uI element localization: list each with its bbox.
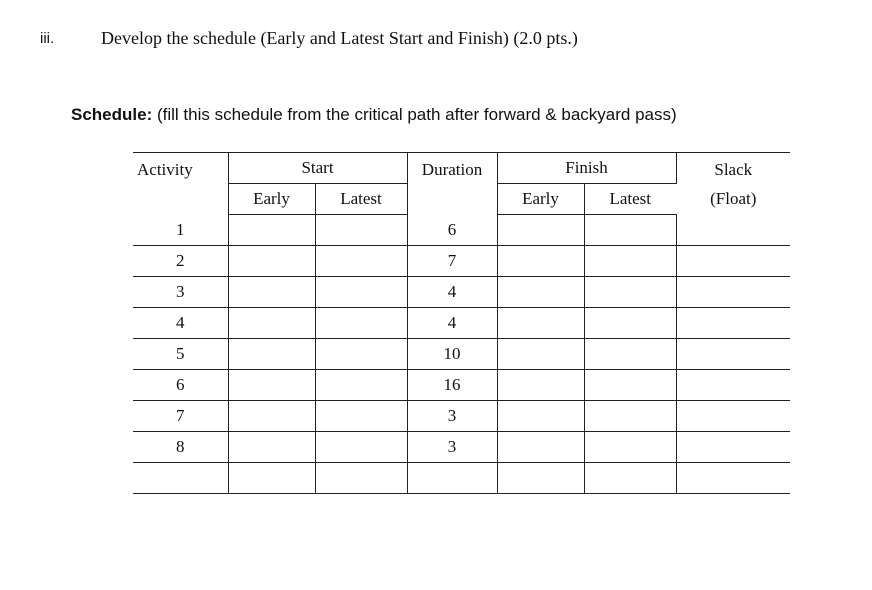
- table-row: [133, 370, 790, 401]
- start-early-cell[interactable]: [228, 401, 315, 432]
- duration-cell: 16: [407, 370, 497, 401]
- header-start-early: Early: [228, 184, 315, 215]
- slack-cell[interactable]: [676, 401, 790, 432]
- start-latest-cell[interactable]: [315, 432, 407, 463]
- schedule-instruction: [71, 105, 677, 125]
- schedule-instruction-text: (fill this schedule from the critical path after forward & backyard pass): [156, 105, 677, 124]
- table-row: [133, 277, 790, 308]
- finish-latest-cell[interactable]: [584, 339, 676, 370]
- header-duration-label: Duration: [421, 160, 483, 179]
- start-early-cell[interactable]: [228, 370, 315, 401]
- finish-latest-cell[interactable]: [584, 463, 676, 494]
- header-slack: [676, 153, 790, 215]
- finish-early-cell[interactable]: [497, 432, 584, 463]
- start-early-cell[interactable]: [228, 463, 315, 494]
- header-activity-label: Activity: [137, 160, 193, 179]
- duration-cell: 3: [407, 432, 497, 463]
- activity-cell: 3: [133, 277, 228, 308]
- slack-cell[interactable]: [676, 246, 790, 277]
- activity-cell: 4: [133, 308, 228, 339]
- header-slack-line1: Slack: [714, 160, 753, 179]
- finish-latest-cell[interactable]: [584, 432, 676, 463]
- duration-cell: 4: [407, 277, 497, 308]
- finish-latest-cell[interactable]: [584, 308, 676, 339]
- duration-cell: 7: [407, 246, 497, 277]
- table-row: [133, 308, 790, 339]
- finish-early-cell[interactable]: [497, 246, 584, 277]
- activity-cell: 8: [133, 432, 228, 463]
- table-row: [133, 401, 790, 432]
- table-row: [133, 215, 790, 246]
- finish-latest-cell[interactable]: [584, 370, 676, 401]
- activity-cell: 6: [133, 370, 228, 401]
- table-row: [133, 339, 790, 370]
- finish-latest-cell[interactable]: [584, 215, 676, 246]
- schedule-label: Schedule:: [71, 105, 153, 124]
- duration-cell: 6: [407, 215, 497, 246]
- slack-cell[interactable]: [676, 277, 790, 308]
- header-finish-latest: Latest: [584, 184, 676, 215]
- duration-cell: 4: [407, 308, 497, 339]
- slack-cell[interactable]: [676, 308, 790, 339]
- start-early-cell[interactable]: [228, 308, 315, 339]
- activity-cell: 2: [133, 246, 228, 277]
- start-latest-cell[interactable]: [315, 401, 407, 432]
- duration-cell: 10: [407, 339, 497, 370]
- finish-latest-cell[interactable]: [584, 401, 676, 432]
- slack-cell[interactable]: [676, 432, 790, 463]
- duration-cell: [407, 463, 497, 494]
- activity-cell: 7: [133, 401, 228, 432]
- header-finish-early: Early: [497, 184, 584, 215]
- start-latest-cell[interactable]: [315, 463, 407, 494]
- slack-cell[interactable]: [676, 463, 790, 494]
- start-early-cell[interactable]: [228, 277, 315, 308]
- finish-early-cell[interactable]: [497, 463, 584, 494]
- question-number: iii.: [40, 30, 55, 47]
- slack-cell[interactable]: [676, 215, 790, 246]
- slack-cell[interactable]: [676, 370, 790, 401]
- start-latest-cell[interactable]: [315, 277, 407, 308]
- start-latest-cell[interactable]: [315, 246, 407, 277]
- start-early-cell[interactable]: [228, 339, 315, 370]
- activity-cell: 1: [133, 215, 228, 246]
- finish-early-cell[interactable]: [497, 401, 584, 432]
- header-activity: [133, 153, 228, 215]
- table-row: [133, 246, 790, 277]
- finish-latest-cell[interactable]: [584, 246, 676, 277]
- duration-cell: 3: [407, 401, 497, 432]
- finish-early-cell[interactable]: [497, 339, 584, 370]
- header-finish: Finish: [497, 153, 676, 184]
- finish-early-cell[interactable]: [497, 308, 584, 339]
- table-row: [133, 463, 790, 494]
- finish-early-cell[interactable]: [497, 277, 584, 308]
- header-duration: [407, 153, 497, 215]
- header-start: Start: [228, 153, 407, 184]
- start-early-cell[interactable]: [228, 246, 315, 277]
- activity-cell: [133, 463, 228, 494]
- schedule-table: [133, 152, 790, 494]
- start-latest-cell[interactable]: [315, 339, 407, 370]
- finish-early-cell[interactable]: [497, 370, 584, 401]
- header-start-latest: Latest: [315, 184, 407, 215]
- question-text: Develop the schedule (Early and Latest Start and Finish) (2.0 pts.): [101, 28, 578, 48]
- activity-cell: 5: [133, 339, 228, 370]
- table-row: [133, 432, 790, 463]
- start-latest-cell[interactable]: [315, 308, 407, 339]
- start-latest-cell[interactable]: [315, 215, 407, 246]
- start-latest-cell[interactable]: [315, 370, 407, 401]
- finish-early-cell[interactable]: [497, 215, 584, 246]
- finish-latest-cell[interactable]: [584, 277, 676, 308]
- slack-cell[interactable]: [676, 339, 790, 370]
- header-slack-line2: (Float): [710, 189, 757, 208]
- start-early-cell[interactable]: [228, 432, 315, 463]
- start-early-cell[interactable]: [228, 215, 315, 246]
